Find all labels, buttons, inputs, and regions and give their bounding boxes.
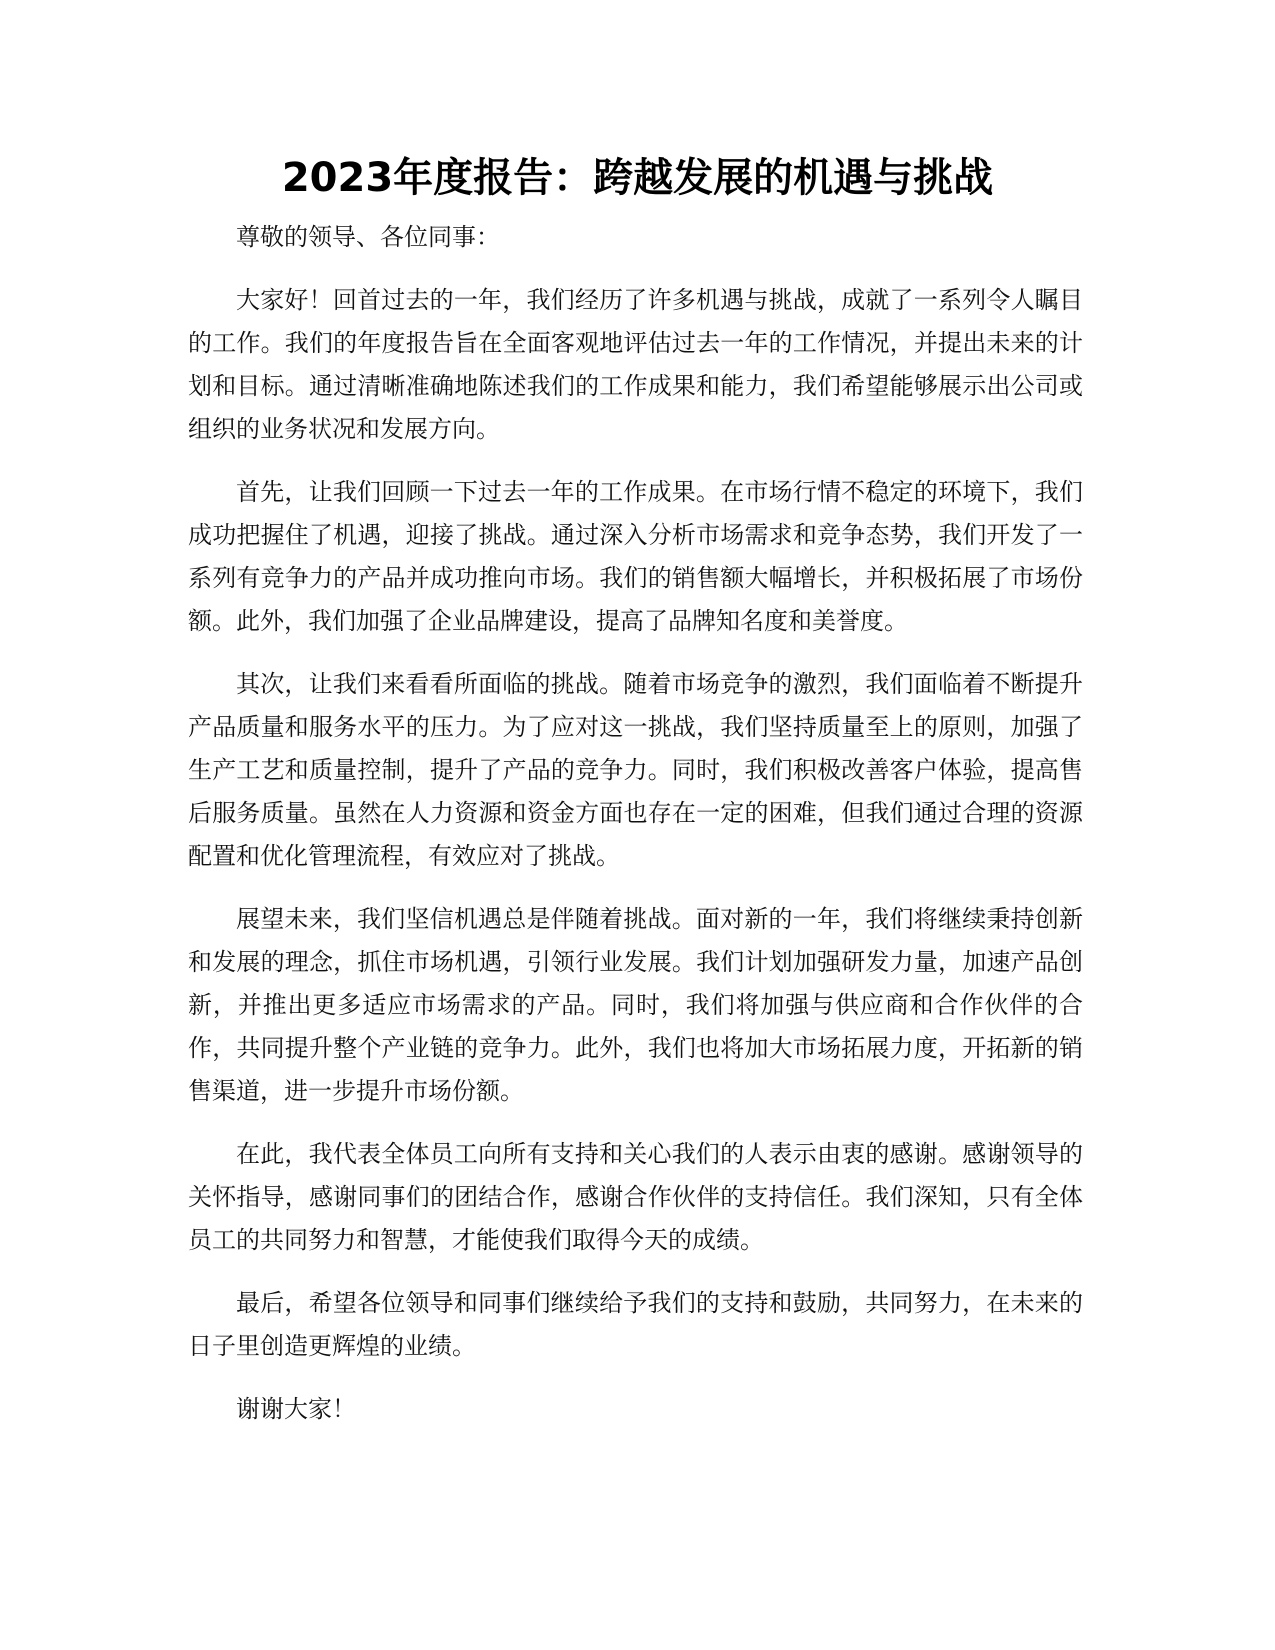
paragraph-thanks: 在此，我代表全体员工向所有支持和关心我们的人表示由衷的感谢。感谢领导的关怀指导，感谢同事们的团结合作，感谢合作伙伴的支持信任。我们深知，只有全体员工的共同努力和智慧，才能使我们取得今天的成绩。: [188, 1140, 1083, 1254]
salutation: 尊敬的领导、各位同事：: [236, 223, 500, 251]
paragraph-challenges: 其次，让我们来看看所面临的挑战。随着市场竞争的激烈，我们面临着不断提升产品质量和服务水平的压力。为了应对这一挑战，我们坚持质量至上的原则，加强了生产工艺和质量控制，提升了产品的竞争力。同时，我们积极改善客户体验，提高售后服务质量。虽然在人力资源和资金方面也存在一定的困难，但我们通过合理的资源配置和优化管理流程，有效应对了挑战。: [188, 670, 1083, 870]
document-body: [188, 216, 1083, 1451]
closing: 谢谢大家！: [236, 1395, 356, 1423]
document-title: 2023年度报告：跨越发展的机遇与挑战: [281, 155, 994, 201]
paragraph-final-wish: 最后，希望各位领导和同事们继续给予我们的支持和鼓励，共同努力，在未来的日子里创造更辉煌的业绩。: [188, 1289, 1083, 1360]
paragraph-outlook: 展望未来，我们坚信机遇总是伴随着挑战。面对新的一年，我们将继续秉持创新和发展的理念，抓住市场机遇，引领行业发展。我们计划加强研发力量，加速产品创新，并推出更多适应市场需求的产品。同时，我们将加强与供应商和合作伙伴的合作，共同提升整个产业链的竞争力。此外，我们也将加大市场拓展力度，开拓新的销售渠道，进一步提升市场份额。: [188, 905, 1083, 1105]
paragraph-greeting: 大家好！回首过去的一年，我们经历了许多机遇与挑战，成就了一系列令人瞩目的工作。我们的年度报告旨在全面客观地评估过去一年的工作情况，并提出未来的计划和目标。通过清晰准确地陈述我们的工作成果和能力，我们希望能够展示出公司或组织的业务状况和发展方向。: [188, 286, 1083, 443]
paragraph-achievements: 首先，让我们回顾一下过去一年的工作成果。在市场行情不稳定的环境下，我们成功把握住了机遇，迎接了挑战。通过深入分析市场需求和竞争态势，我们开发了一系列有竞争力的产品并成功推向市场。我们的销售额大幅增长，并积极拓展了市场份额。此外，我们加强了企业品牌建设，提高了品牌知名度和美誉度。: [188, 478, 1083, 635]
